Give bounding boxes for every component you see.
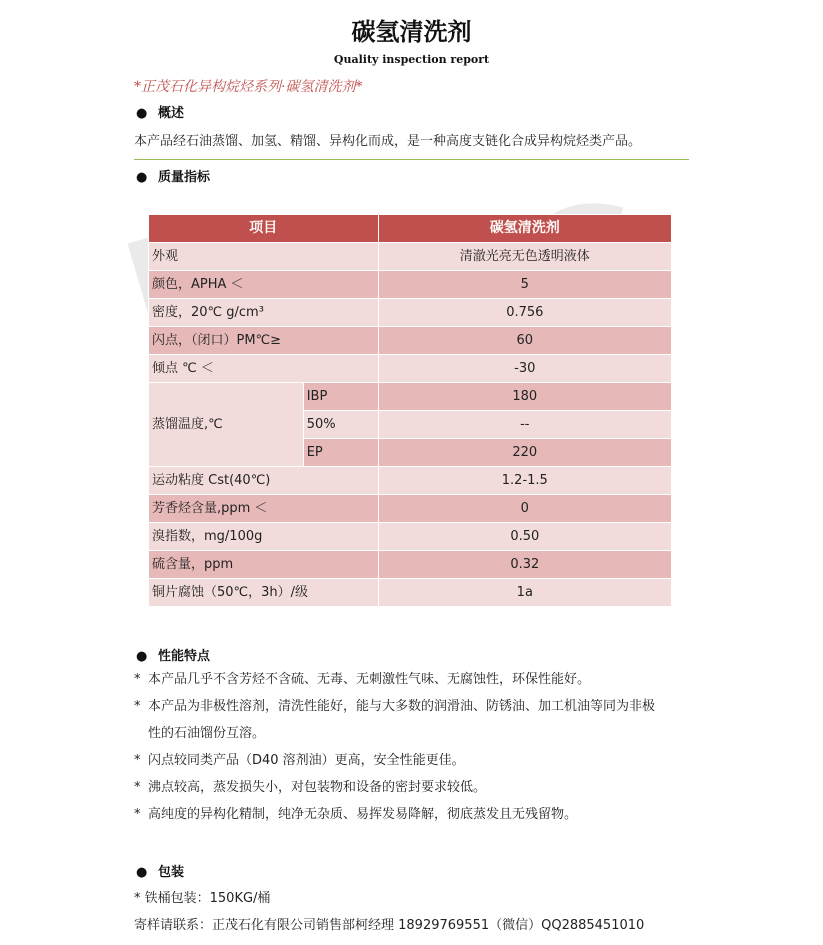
row-value: 0	[378, 495, 671, 523]
row-value: 1.2-1.5	[378, 467, 671, 495]
distill-sub-label: 50%	[303, 411, 378, 439]
feature-item: * 高纯度的异构化精制，纯净无杂质、易挥发易降解，彻底蒸发且无残留物。	[134, 805, 577, 825]
row-value: 180	[378, 383, 671, 411]
packaging-line: * 铁桶包装：150KG/桶	[134, 891, 271, 906]
table-row	[149, 551, 672, 579]
row-value: 5	[378, 271, 671, 299]
quality-table	[148, 214, 672, 607]
row-label: 芳香烃含量,ppm ＜	[149, 495, 379, 523]
overview-heading: ● 概述	[136, 106, 185, 121]
table-row	[149, 579, 672, 607]
features-heading: ● 性能特点	[136, 649, 211, 664]
row-label: 闪点，（闭口）PM℃≥	[149, 327, 379, 355]
table-header	[149, 215, 672, 243]
header-item: 项目	[149, 215, 379, 243]
row-label: 外观	[149, 243, 379, 271]
page-title: 碳氢清洗剂	[351, 17, 472, 46]
packaging-heading: ● 包装	[136, 865, 185, 880]
row-value: 220	[378, 439, 671, 467]
feature-item: * 本产品几乎不含芳烃不含硫、无毒、无刺激性气味、无腐蚀性，环保性能好。	[134, 670, 590, 690]
table-row	[149, 467, 672, 495]
feature-item: * 沸点较高，蒸发损失小，对包装物和设备的密封要求较低。	[134, 778, 486, 798]
row-label: 硫含量，ppm	[149, 551, 379, 579]
table-row	[149, 299, 672, 327]
row-value: 0.756	[378, 299, 671, 327]
contact-line: 寄样请联系：正茂石化有限公司销售部柯经理 18929769551（微信）QQ2885451010	[134, 918, 645, 933]
bullet-icon: ●	[136, 170, 148, 185]
table-row	[149, 243, 672, 271]
table-row	[149, 327, 672, 355]
page-subtitle: Quality inspection report	[333, 53, 490, 66]
row-value: 1a	[378, 579, 671, 607]
row-label: 溴指数，mg/100g	[149, 523, 379, 551]
series-line: *正茂石化异构烷烃系列·碳氢清洗剂*	[134, 79, 363, 95]
bullet-icon: ●	[136, 649, 148, 664]
asterisk-icon: *	[134, 699, 141, 714]
distill-sub-label: IBP	[303, 383, 378, 411]
distill-label: 蒸馏温度,℃	[149, 383, 304, 467]
divider	[134, 159, 689, 160]
row-value: -30	[378, 355, 671, 383]
row-value: 60	[378, 327, 671, 355]
row-label: 密度，20℃ g/cm³	[149, 299, 379, 327]
table-row	[149, 271, 672, 299]
quality-heading: ● 质量指标	[136, 170, 211, 185]
row-value: 0.32	[378, 551, 671, 579]
feature-continuation: 性的石油馏份互溶。	[148, 726, 266, 741]
asterisk-icon: *	[134, 807, 141, 822]
bullet-icon: ●	[136, 106, 148, 121]
row-value: --	[378, 411, 671, 439]
row-value: 清澈光亮无色透明液体	[378, 243, 671, 271]
row-label: 倾点 ℃ ＜	[149, 355, 379, 383]
distill-sub-label: EP	[303, 439, 378, 467]
feature-item: * 闪点较同类产品（D40 溶剂油）更高，安全性能更佳。	[134, 751, 465, 771]
table-row	[149, 495, 672, 523]
asterisk-icon: *	[134, 753, 141, 768]
feature-item: * 本产品为非极性溶剂，清洗性能好，能与大多数的润滑油、防锈油、加工机油等同为非极	[134, 697, 655, 717]
bullet-icon: ●	[136, 865, 148, 880]
header-value: 碳氢清洗剂	[378, 215, 671, 243]
table-row	[149, 383, 672, 411]
asterisk-icon: *	[134, 672, 141, 687]
asterisk-icon: *	[134, 780, 141, 795]
table-row	[149, 355, 672, 383]
row-label: 颜色，APHA ＜	[149, 271, 379, 299]
row-label: 运动粘度 Cst(40℃)	[149, 467, 379, 495]
overview-text: 本产品经石油蒸馏、加氢、精馏、异构化而成，是一种高度支链化合成异构烷烃类产品。	[134, 134, 642, 149]
row-label: 铜片腐蚀（50℃，3h）/级	[149, 579, 379, 607]
table-row	[149, 523, 672, 551]
row-value: 0.50	[378, 523, 671, 551]
